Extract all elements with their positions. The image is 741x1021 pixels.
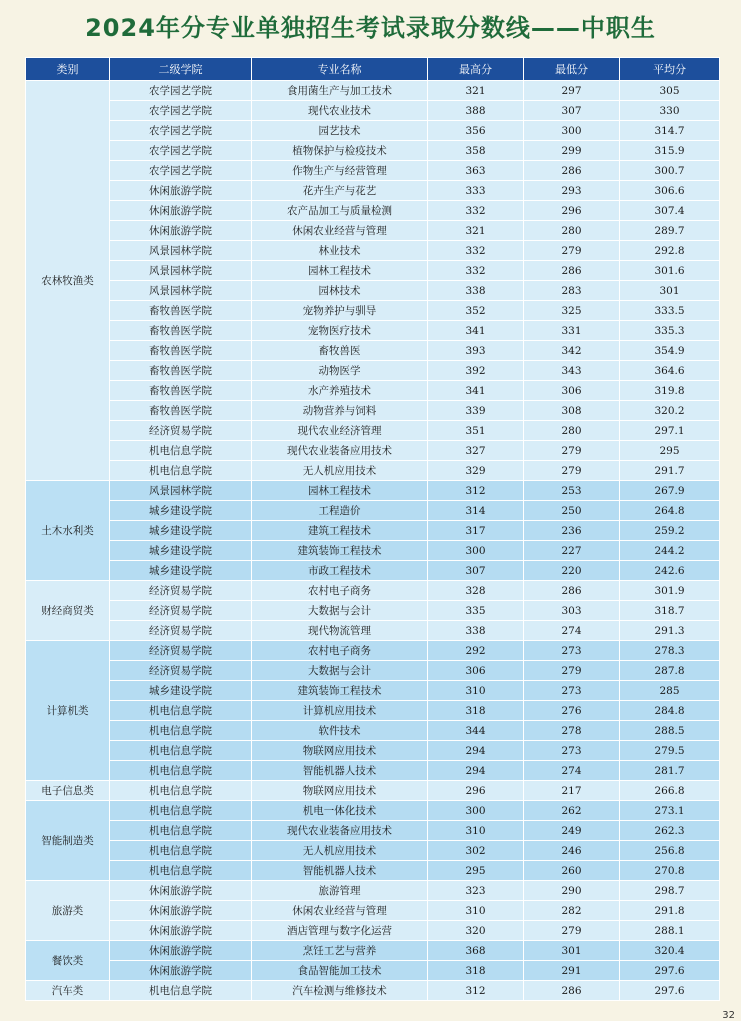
min-score-cell: 278 (524, 721, 620, 741)
min-score-cell: 303 (524, 601, 620, 621)
major-cell: 食品智能加工技术 (252, 961, 428, 981)
major-cell: 休闲农业经营与管理 (252, 221, 428, 241)
major-cell: 物联网应用技术 (252, 781, 428, 801)
table-row (26, 961, 720, 981)
category-cell: 计算机类 (26, 641, 110, 781)
major-cell: 园艺技术 (252, 121, 428, 141)
min-score-cell: 246 (524, 841, 620, 861)
min-score-cell: 325 (524, 301, 620, 321)
major-cell: 软件技术 (252, 721, 428, 741)
max-score-cell: 310 (428, 681, 524, 701)
max-score-cell: 344 (428, 721, 524, 741)
table-row (26, 241, 720, 261)
table-row (26, 201, 720, 221)
min-score-cell: 273 (524, 641, 620, 661)
min-score-cell: 331 (524, 321, 620, 341)
college-cell: 经济贸易学院 (110, 421, 252, 441)
table-row (26, 981, 720, 1001)
avg-score-cell: 284.8 (620, 701, 720, 721)
min-score-cell: 308 (524, 401, 620, 421)
max-score-cell: 333 (428, 181, 524, 201)
category-cell: 财经商贸类 (26, 581, 110, 641)
table-row (26, 341, 720, 361)
category-cell: 汽车类 (26, 981, 110, 1001)
major-cell: 现代农业装备应用技术 (252, 821, 428, 841)
max-score-cell: 317 (428, 521, 524, 541)
table-row (26, 741, 720, 761)
table-row (26, 481, 720, 501)
college-cell: 机电信息学院 (110, 821, 252, 841)
max-score-cell: 351 (428, 421, 524, 441)
category-cell: 土木水利类 (26, 481, 110, 581)
avg-score-cell: 278.3 (620, 641, 720, 661)
table-row (26, 461, 720, 481)
major-cell: 物联网应用技术 (252, 741, 428, 761)
max-score-cell: 338 (428, 281, 524, 301)
avg-score-cell: 305 (620, 81, 720, 101)
min-score-cell: 280 (524, 421, 620, 441)
page-title: 2024年分专业单独招生考试录取分数线——中职生 (85, 14, 656, 42)
major-cell: 建筑装饰工程技术 (252, 541, 428, 561)
min-score-cell: 306 (524, 381, 620, 401)
major-cell: 现代农业经济管理 (252, 421, 428, 441)
major-cell: 花卉生产与花艺 (252, 181, 428, 201)
college-cell: 机电信息学院 (110, 761, 252, 781)
avg-score-cell: 259.2 (620, 521, 720, 541)
category-cell: 电子信息类 (26, 781, 110, 801)
avg-score-cell: 318.7 (620, 601, 720, 621)
table-row (26, 221, 720, 241)
avg-score-cell: 273.1 (620, 801, 720, 821)
max-score-cell: 321 (428, 221, 524, 241)
avg-score-cell: 281.7 (620, 761, 720, 781)
avg-score-cell: 315.9 (620, 141, 720, 161)
college-cell: 农学园艺学院 (110, 81, 252, 101)
table-row (26, 281, 720, 301)
avg-score-cell: 319.8 (620, 381, 720, 401)
college-cell: 畜牧兽医学院 (110, 301, 252, 321)
college-cell: 城乡建设学院 (110, 541, 252, 561)
major-cell: 园林工程技术 (252, 261, 428, 281)
max-score-cell: 368 (428, 941, 524, 961)
major-cell: 园林技术 (252, 281, 428, 301)
college-cell: 休闲旅游学院 (110, 921, 252, 941)
min-score-cell: 282 (524, 901, 620, 921)
max-score-cell: 329 (428, 461, 524, 481)
major-cell: 无人机应用技术 (252, 841, 428, 861)
avg-score-cell: 288.1 (620, 921, 720, 941)
major-cell: 农村电子商务 (252, 641, 428, 661)
college-cell: 机电信息学院 (110, 701, 252, 721)
table-row (26, 121, 720, 141)
major-cell: 现代农业技术 (252, 101, 428, 121)
college-cell: 农学园艺学院 (110, 141, 252, 161)
table-row (26, 881, 720, 901)
admission-score-table (25, 57, 720, 1001)
college-cell: 机电信息学院 (110, 741, 252, 761)
min-score-cell: 276 (524, 701, 620, 721)
table-row (26, 301, 720, 321)
avg-score-cell: 289.7 (620, 221, 720, 241)
table-row (26, 661, 720, 681)
college-cell: 风景园林学院 (110, 481, 252, 501)
max-score-cell: 358 (428, 141, 524, 161)
min-score-cell: 299 (524, 141, 620, 161)
college-cell: 机电信息学院 (110, 801, 252, 821)
min-score-cell: 273 (524, 741, 620, 761)
major-cell: 畜牧兽医 (252, 341, 428, 361)
max-score-cell: 300 (428, 541, 524, 561)
max-score-cell: 318 (428, 701, 524, 721)
table-row (26, 441, 720, 461)
max-score-cell: 332 (428, 201, 524, 221)
table-row (26, 581, 720, 601)
college-cell: 休闲旅游学院 (110, 221, 252, 241)
avg-score-cell: 270.8 (620, 861, 720, 881)
header-category: 类别 (26, 58, 110, 81)
table-row (26, 181, 720, 201)
college-cell: 机电信息学院 (110, 861, 252, 881)
college-cell: 休闲旅游学院 (110, 901, 252, 921)
avg-score-cell: 262.3 (620, 821, 720, 841)
header-min-score: 最低分 (524, 58, 620, 81)
max-score-cell: 294 (428, 741, 524, 761)
header-avg-score: 平均分 (620, 58, 720, 81)
table-row (26, 401, 720, 421)
college-cell: 经济贸易学院 (110, 621, 252, 641)
avg-score-cell: 354.9 (620, 341, 720, 361)
table-row (26, 921, 720, 941)
min-score-cell: 296 (524, 201, 620, 221)
major-cell: 现代农业装备应用技术 (252, 441, 428, 461)
max-score-cell: 327 (428, 441, 524, 461)
college-cell: 风景园林学院 (110, 241, 252, 261)
avg-score-cell: 320.4 (620, 941, 720, 961)
table-body (26, 81, 720, 1001)
table-row (26, 761, 720, 781)
major-cell: 植物保护与检疫技术 (252, 141, 428, 161)
college-cell: 休闲旅游学院 (110, 881, 252, 901)
max-score-cell: 300 (428, 801, 524, 821)
header-major: 专业名称 (252, 58, 428, 81)
college-cell: 农学园艺学院 (110, 121, 252, 141)
max-score-cell: 306 (428, 661, 524, 681)
table-row (26, 821, 720, 841)
min-score-cell: 286 (524, 981, 620, 1001)
major-cell: 智能机器人技术 (252, 761, 428, 781)
major-cell: 现代物流管理 (252, 621, 428, 641)
college-cell: 风景园林学院 (110, 281, 252, 301)
major-cell: 作物生产与经营管理 (252, 161, 428, 181)
max-score-cell: 335 (428, 601, 524, 621)
avg-score-cell: 297.6 (620, 961, 720, 981)
avg-score-cell: 266.8 (620, 781, 720, 801)
college-cell: 经济贸易学院 (110, 601, 252, 621)
header-max-score: 最高分 (428, 58, 524, 81)
college-cell: 休闲旅游学院 (110, 941, 252, 961)
major-cell: 智能机器人技术 (252, 861, 428, 881)
major-cell: 宠物养护与驯导 (252, 301, 428, 321)
min-score-cell: 279 (524, 241, 620, 261)
college-cell: 城乡建设学院 (110, 501, 252, 521)
max-score-cell: 356 (428, 121, 524, 141)
min-score-cell: 249 (524, 821, 620, 841)
avg-score-cell: 297.6 (620, 981, 720, 1001)
min-score-cell: 236 (524, 521, 620, 541)
avg-score-cell: 295 (620, 441, 720, 461)
category-cell: 智能制造类 (26, 801, 110, 881)
table-row (26, 421, 720, 441)
avg-score-cell: 267.9 (620, 481, 720, 501)
avg-score-cell: 256.8 (620, 841, 720, 861)
avg-score-cell: 292.8 (620, 241, 720, 261)
avg-score-cell: 244.2 (620, 541, 720, 561)
max-score-cell: 332 (428, 261, 524, 281)
max-score-cell: 320 (428, 921, 524, 941)
major-cell: 汽车检测与维修技术 (252, 981, 428, 1001)
max-score-cell: 363 (428, 161, 524, 181)
table-row (26, 81, 720, 101)
major-cell: 大数据与会计 (252, 661, 428, 681)
min-score-cell: 307 (524, 101, 620, 121)
max-score-cell: 321 (428, 81, 524, 101)
min-score-cell: 280 (524, 221, 620, 241)
major-cell: 园林工程技术 (252, 481, 428, 501)
max-score-cell: 294 (428, 761, 524, 781)
table-row (26, 721, 720, 741)
avg-score-cell: 330 (620, 101, 720, 121)
min-score-cell: 279 (524, 661, 620, 681)
major-cell: 酒店管理与数字化运营 (252, 921, 428, 941)
max-score-cell: 338 (428, 621, 524, 641)
page-number: 32 (722, 1010, 735, 1021)
max-score-cell: 292 (428, 641, 524, 661)
table-row (26, 681, 720, 701)
table-row (26, 561, 720, 581)
min-score-cell: 250 (524, 501, 620, 521)
min-score-cell: 217 (524, 781, 620, 801)
min-score-cell: 262 (524, 801, 620, 821)
max-score-cell: 295 (428, 861, 524, 881)
avg-score-cell: 301.9 (620, 581, 720, 601)
major-cell: 动物医学 (252, 361, 428, 381)
avg-score-cell: 264.8 (620, 501, 720, 521)
college-cell: 机电信息学院 (110, 461, 252, 481)
major-cell: 市政工程技术 (252, 561, 428, 581)
avg-score-cell: 301.6 (620, 261, 720, 281)
college-cell: 畜牧兽医学院 (110, 361, 252, 381)
min-score-cell: 300 (524, 121, 620, 141)
major-cell: 机电一体化技术 (252, 801, 428, 821)
major-cell: 旅游管理 (252, 881, 428, 901)
college-cell: 农学园艺学院 (110, 161, 252, 181)
college-cell: 机电信息学院 (110, 441, 252, 461)
avg-score-cell: 297.1 (620, 421, 720, 441)
max-score-cell: 393 (428, 341, 524, 361)
max-score-cell: 310 (428, 901, 524, 921)
major-cell: 宠物医疗技术 (252, 321, 428, 341)
table-row (26, 541, 720, 561)
avg-score-cell: 300.7 (620, 161, 720, 181)
min-score-cell: 220 (524, 561, 620, 581)
table-row (26, 901, 720, 921)
min-score-cell: 286 (524, 161, 620, 181)
min-score-cell: 274 (524, 761, 620, 781)
major-cell: 计算机应用技术 (252, 701, 428, 721)
college-cell: 城乡建设学院 (110, 681, 252, 701)
avg-score-cell: 320.2 (620, 401, 720, 421)
max-score-cell: 339 (428, 401, 524, 421)
avg-score-cell: 285 (620, 681, 720, 701)
table-row (26, 801, 720, 821)
min-score-cell: 293 (524, 181, 620, 201)
avg-score-cell: 288.5 (620, 721, 720, 741)
max-score-cell: 332 (428, 241, 524, 261)
major-cell: 大数据与会计 (252, 601, 428, 621)
table-header-row (26, 58, 720, 81)
avg-score-cell: 287.8 (620, 661, 720, 681)
min-score-cell: 279 (524, 921, 620, 941)
table-row (26, 321, 720, 341)
category-cell: 餐饮类 (26, 941, 110, 981)
avg-score-cell: 314.7 (620, 121, 720, 141)
max-score-cell: 323 (428, 881, 524, 901)
major-cell: 水产养殖技术 (252, 381, 428, 401)
max-score-cell: 318 (428, 961, 524, 981)
table-row (26, 941, 720, 961)
major-cell: 林业技术 (252, 241, 428, 261)
min-score-cell: 342 (524, 341, 620, 361)
table-row (26, 861, 720, 881)
major-cell: 农产品加工与质量检测 (252, 201, 428, 221)
category-cell: 农林牧渔类 (26, 81, 110, 481)
min-score-cell: 260 (524, 861, 620, 881)
category-cell: 旅游类 (26, 881, 110, 941)
major-cell: 食用菌生产与加工技术 (252, 81, 428, 101)
college-cell: 经济贸易学院 (110, 581, 252, 601)
max-score-cell: 307 (428, 561, 524, 581)
min-score-cell: 273 (524, 681, 620, 701)
college-cell: 机电信息学院 (110, 721, 252, 741)
college-cell: 机电信息学院 (110, 981, 252, 1001)
avg-score-cell: 291.8 (620, 901, 720, 921)
college-cell: 机电信息学院 (110, 841, 252, 861)
max-score-cell: 328 (428, 581, 524, 601)
min-score-cell: 343 (524, 361, 620, 381)
max-score-cell: 310 (428, 821, 524, 841)
avg-score-cell: 307.4 (620, 201, 720, 221)
major-cell: 无人机应用技术 (252, 461, 428, 481)
major-cell: 动物营养与饲料 (252, 401, 428, 421)
college-cell: 畜牧兽医学院 (110, 321, 252, 341)
major-cell: 农村电子商务 (252, 581, 428, 601)
college-cell: 畜牧兽医学院 (110, 381, 252, 401)
avg-score-cell: 242.6 (620, 561, 720, 581)
table-row (26, 361, 720, 381)
min-score-cell: 279 (524, 461, 620, 481)
major-cell: 烹饪工艺与营养 (252, 941, 428, 961)
min-score-cell: 291 (524, 961, 620, 981)
max-score-cell: 352 (428, 301, 524, 321)
max-score-cell: 302 (428, 841, 524, 861)
table-row (26, 621, 720, 641)
min-score-cell: 301 (524, 941, 620, 961)
avg-score-cell: 301 (620, 281, 720, 301)
table-row (26, 701, 720, 721)
max-score-cell: 296 (428, 781, 524, 801)
table-row (26, 641, 720, 661)
college-cell: 城乡建设学院 (110, 521, 252, 541)
min-score-cell: 283 (524, 281, 620, 301)
min-score-cell: 227 (524, 541, 620, 561)
major-cell: 建筑装饰工程技术 (252, 681, 428, 701)
header-college: 二级学院 (110, 58, 252, 81)
table-row (26, 101, 720, 121)
min-score-cell: 274 (524, 621, 620, 641)
avg-score-cell: 279.5 (620, 741, 720, 761)
table-row (26, 161, 720, 181)
min-score-cell: 297 (524, 81, 620, 101)
min-score-cell: 279 (524, 441, 620, 461)
college-cell: 城乡建设学院 (110, 561, 252, 581)
table-row (26, 841, 720, 861)
college-cell: 风景园林学院 (110, 261, 252, 281)
table-row (26, 501, 720, 521)
table-row (26, 781, 720, 801)
avg-score-cell: 291.7 (620, 461, 720, 481)
max-score-cell: 314 (428, 501, 524, 521)
min-score-cell: 253 (524, 481, 620, 501)
max-score-cell: 312 (428, 981, 524, 1001)
avg-score-cell: 306.6 (620, 181, 720, 201)
avg-score-cell: 291.3 (620, 621, 720, 641)
college-cell: 畜牧兽医学院 (110, 401, 252, 421)
college-cell: 休闲旅游学院 (110, 961, 252, 981)
max-score-cell: 392 (428, 361, 524, 381)
avg-score-cell: 335.3 (620, 321, 720, 341)
major-cell: 工程造价 (252, 501, 428, 521)
avg-score-cell: 364.6 (620, 361, 720, 381)
college-cell: 农学园艺学院 (110, 101, 252, 121)
table-row (26, 521, 720, 541)
avg-score-cell: 333.5 (620, 301, 720, 321)
min-score-cell: 286 (524, 581, 620, 601)
college-cell: 畜牧兽医学院 (110, 341, 252, 361)
max-score-cell: 341 (428, 321, 524, 341)
max-score-cell: 312 (428, 481, 524, 501)
table-row (26, 141, 720, 161)
avg-score-cell: 298.7 (620, 881, 720, 901)
table-row (26, 381, 720, 401)
college-cell: 休闲旅游学院 (110, 201, 252, 221)
college-cell: 经济贸易学院 (110, 641, 252, 661)
max-score-cell: 388 (428, 101, 524, 121)
major-cell: 休闲农业经营与管理 (252, 901, 428, 921)
college-cell: 休闲旅游学院 (110, 181, 252, 201)
college-cell: 机电信息学院 (110, 781, 252, 801)
major-cell: 建筑工程技术 (252, 521, 428, 541)
college-cell: 经济贸易学院 (110, 661, 252, 681)
max-score-cell: 341 (428, 381, 524, 401)
table-row (26, 261, 720, 281)
min-score-cell: 286 (524, 261, 620, 281)
table-row (26, 601, 720, 621)
min-score-cell: 290 (524, 881, 620, 901)
